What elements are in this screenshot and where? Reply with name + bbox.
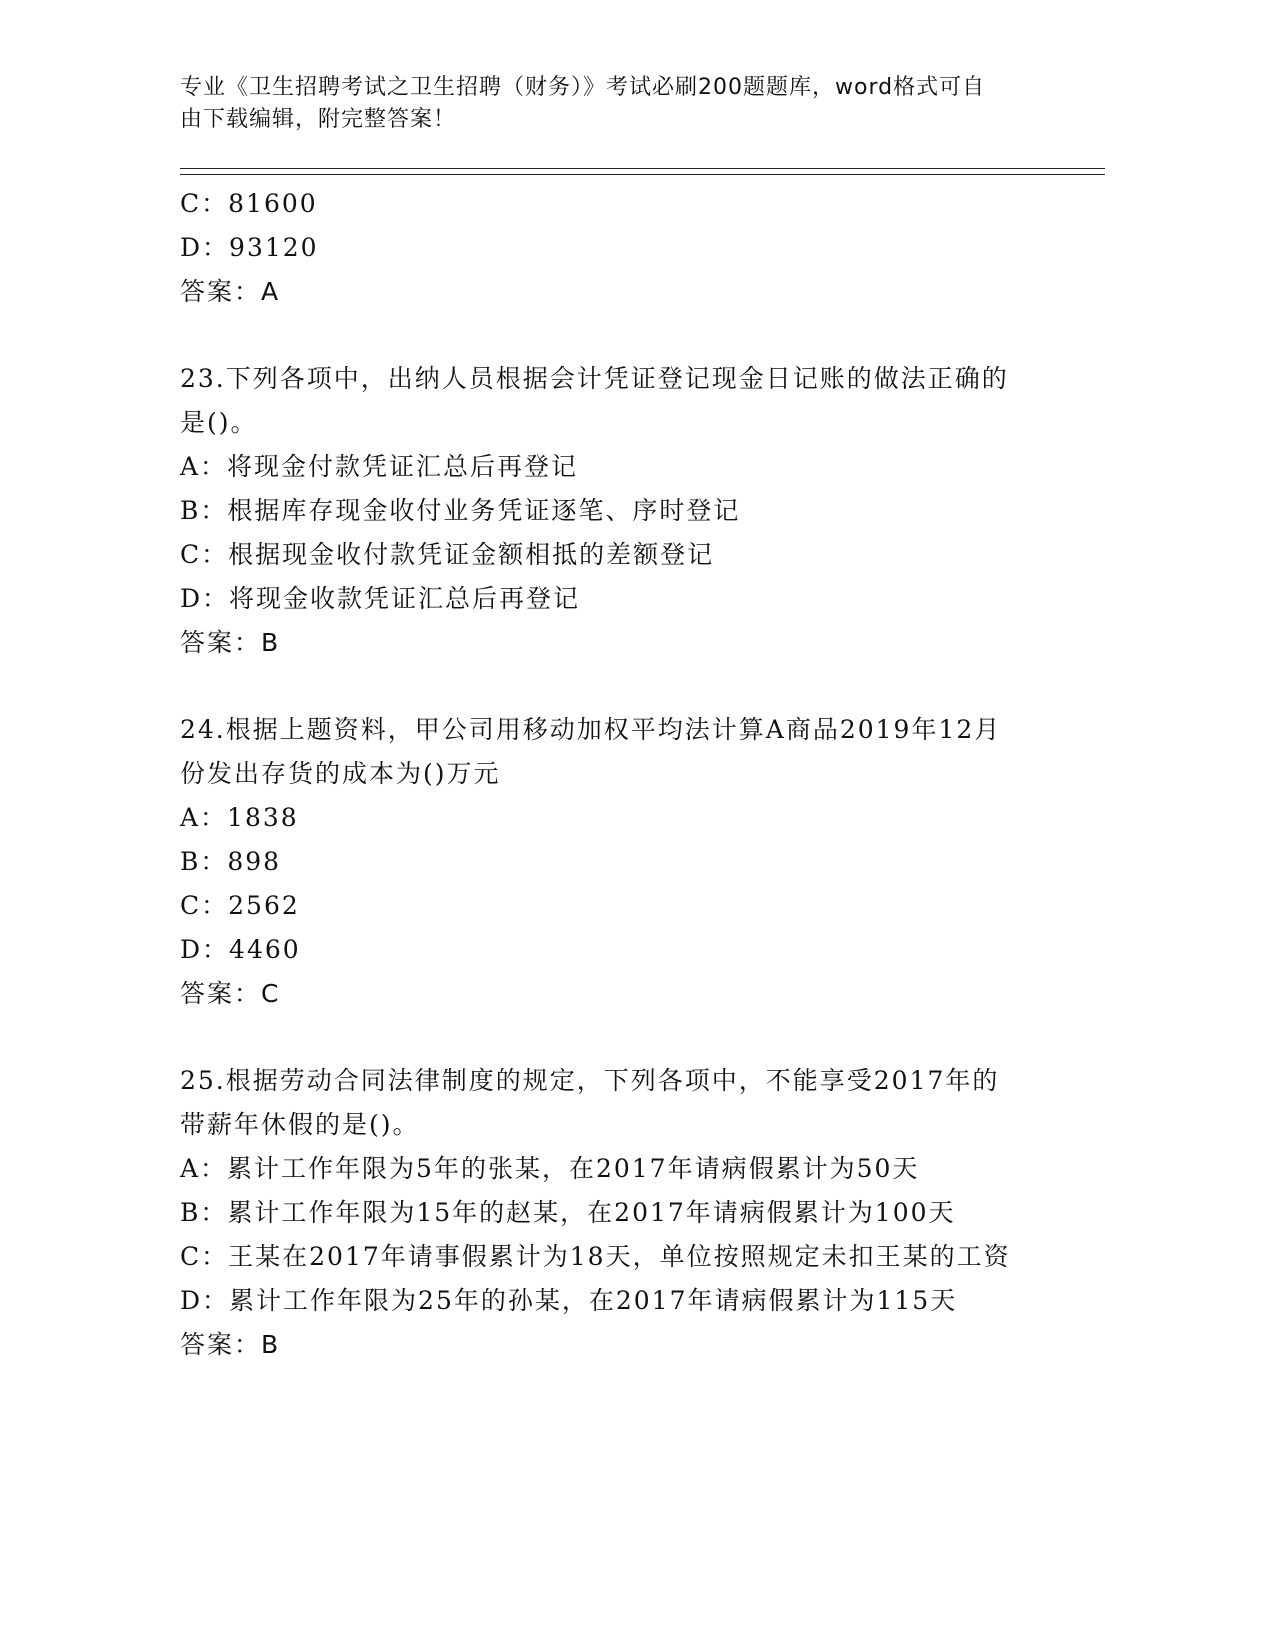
question-24 xyxy=(180,708,1060,1016)
option-d: D：将现金收款凭证汇总后再登记 xyxy=(180,584,581,613)
option-c: C：2562 xyxy=(180,891,300,920)
answer-line: 答案：B xyxy=(180,628,281,657)
question-stem: 25.根据劳动合同法律制度的规定，下列各项中，不能享受2017年的 xyxy=(180,1066,1000,1095)
option-c: C：王某在2017年请事假累计为18天，单位按照规定未扣王某的工资 xyxy=(180,1242,1011,1271)
answer-line: 答案：A xyxy=(180,277,281,306)
answer-line: 答案：C xyxy=(180,979,281,1008)
option-c: C：81600 xyxy=(180,189,318,218)
option-a: A：1838 xyxy=(180,803,299,832)
option-b: B：898 xyxy=(180,847,282,876)
question-23 xyxy=(180,357,1060,665)
question-25 xyxy=(180,1059,1060,1367)
question-stem-continued: 带薪年休假的是()。 xyxy=(180,1110,420,1139)
answer-line: 答案：B xyxy=(180,1330,281,1359)
option-b: B：累计工作年限为15年的赵某，在2017年请病假累计为100天 xyxy=(180,1198,956,1227)
option-a: A：将现金付款凭证汇总后再登记 xyxy=(180,452,579,481)
question-stem-continued: 份发出存货的成本为()万元 xyxy=(180,759,501,788)
document-header xyxy=(180,72,1040,136)
header-divider-top xyxy=(180,168,1105,169)
option-b: B：根据库存现金收付业务凭证逐笔、序时登记 xyxy=(180,496,741,525)
option-d: D：93120 xyxy=(180,233,319,262)
question-stem: 23.下列各项中，出纳人员根据会计凭证登记现金日记账的做法正确的 xyxy=(180,364,1009,393)
option-a: A：累计工作年限为5年的张某，在2017年请病假累计为50天 xyxy=(180,1154,920,1183)
header-title-line-1: 专业《卫生招聘考试之卫生招聘（财务）》考试必刷200题题库，word格式可自 xyxy=(180,75,986,100)
question-stem: 24.根据上题资料，甲公司用移动加权平均法计算A商品2019年12月 xyxy=(180,715,1002,744)
question-stem-continued: 是()。 xyxy=(180,408,258,437)
option-c: C：根据现金收付款凭证金额相抵的差额登记 xyxy=(180,540,715,569)
carryover-block xyxy=(180,182,1060,314)
header-divider-bottom xyxy=(180,174,1105,175)
header-title-line-2: 由下载编辑，附完整答案！ xyxy=(180,107,457,132)
document-body xyxy=(180,182,1060,1367)
option-d: D：累计工作年限为25年的孙某，在2017年请病假累计为115天 xyxy=(180,1286,958,1315)
option-d: D：4460 xyxy=(180,935,301,964)
